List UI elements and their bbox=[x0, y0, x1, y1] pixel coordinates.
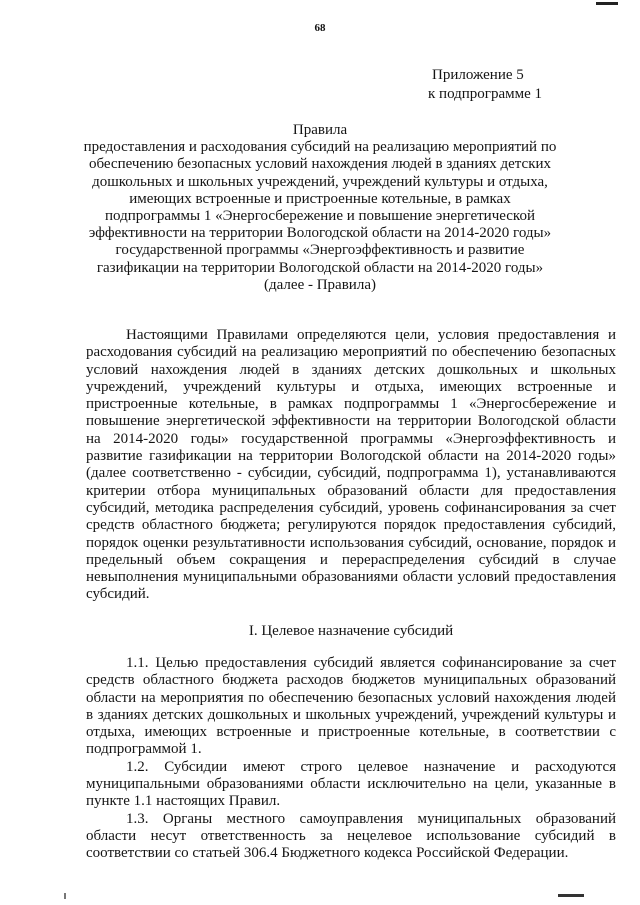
page-number: 68 bbox=[314, 22, 326, 34]
scan-artifact bbox=[596, 2, 618, 5]
paragraph-1-3: 1.3. Органы местного самоуправления муниципальных образований области несут ответственность за нецелевое использование субсидий в соответствии со статьей 306.4 Бюджетного кодекса Российской Федерации. bbox=[86, 810, 616, 862]
paragraph-1-1: 1.1. Целью предоставления субсидий является софинансирование за счет средств областного бюджета расходов бюджетов муниципальных образований области на мероприятия по обеспечению безопасных условий нахождения людей в зданиях детских дошкольных и школьных учреждений, учреждений культуры и отдыха, имеющих встроенные и пристроенные котельные, в соответствии с подпрограммой 1. bbox=[86, 655, 616, 758]
document-title bbox=[80, 122, 560, 294]
appendix-line-2: к подпрограмме 1 bbox=[428, 86, 542, 102]
intro-paragraph: Настоящими Правилами определяются цели, условия предоставления и расходования субсидий на реализацию мероприятий по обеспечению безопасных условий нахождения людей в зданиях детских дошкольных и школьных учреждений, учреждений культуры и отдыха, имеющих встроенные и пристроенные котельные, в рамках подпрограммы 1 «Энергосбережение и повышение энергетической эффективности на территории Вологодской области на 2014-2020 годы» государственной программы «Энергоэффективность и развитие газификации на территории Вологодской области на 2014-2020 годы» (далее соответственно - субсидии, субсидий, подпрограмма 1), устанавливаются критерии отбора муниципальных образований области для предоставления субсидий, методика распределения субсидий, уровень софинансирования за счет средств областного бюджета; регулируются порядок предоставления субсидий, порядок оценки результативности использования субсидий, основание, порядок и предельный объем сокращения и перераспределения субсидий в случае невыполнения муниципальными образованиями области условий предоставления субсидий. bbox=[86, 327, 616, 603]
section-body bbox=[86, 655, 616, 863]
title-note: (далее - Правила) bbox=[264, 276, 376, 293]
scan-artifact bbox=[558, 894, 584, 897]
title-heading: Правила bbox=[292, 122, 348, 138]
title-text: предоставления и расходования субсидий на реализацию мероприятий по обеспечению безопасных условий нахождения людей в зданиях детских дошкольных и школьных учреждений, учреждений культуры и отдыха, имеющих встроенные и пристроенные котельные, в рамках подпрограммы 1 «Энергосбережение и повышение энергетической эффективности на территории Вологодской области на 2014-2020 годы» государственной программы «Энергоэффективность и развитие газификации на территории Вологодской области на 2014-2020 годы» bbox=[83, 139, 557, 276]
appendix-reference bbox=[428, 66, 542, 104]
scan-artifact bbox=[64, 893, 66, 899]
section-heading: I. Целевое назначение субсидий bbox=[248, 623, 454, 639]
intro-section bbox=[86, 327, 616, 604]
paragraph-1-2: 1.2. Субсидии имеют строго целевое назначение и расходуются муниципальными образованиями области исключительно на цели, указанные в пункте 1.1 настоящих Правил. bbox=[86, 758, 616, 810]
appendix-line-1: Приложение 5 bbox=[432, 67, 524, 83]
